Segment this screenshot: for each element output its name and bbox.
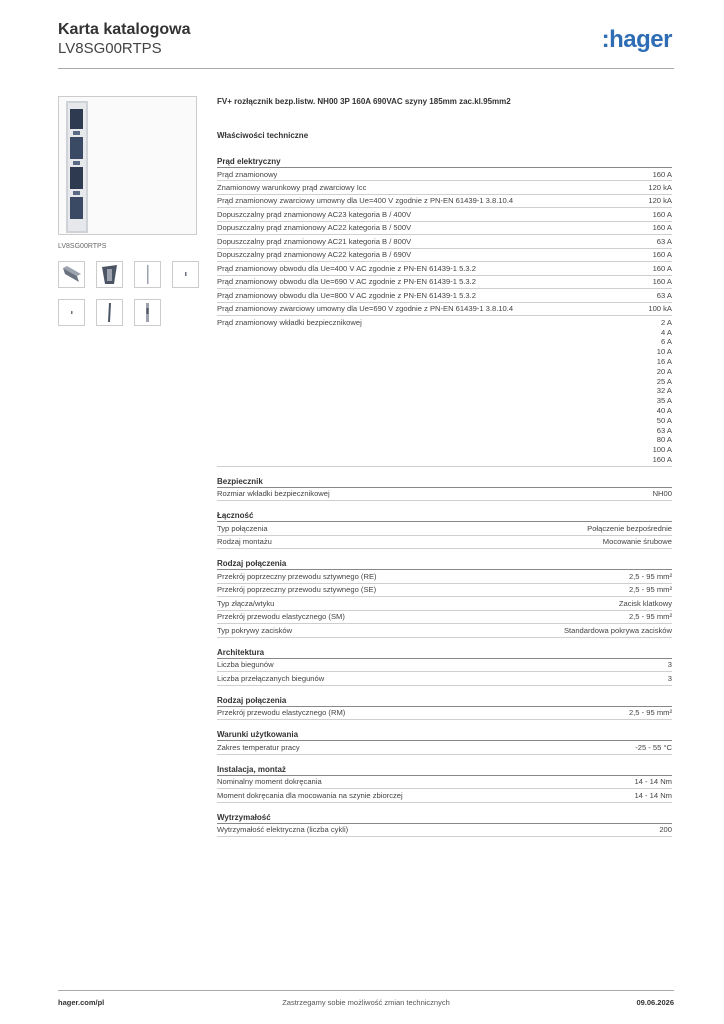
spec-row	[217, 249, 672, 262]
thumbnail-5[interactable]	[58, 299, 85, 326]
spec-value: 160 A	[652, 169, 672, 179]
spec-value: 100 kA	[648, 304, 672, 314]
spec-row	[217, 824, 672, 837]
spec-row	[217, 208, 672, 221]
group-title: Instalacja, montaż	[217, 764, 672, 776]
fuse-rating: 80 A	[656, 435, 672, 445]
spec-label: Typ połączenia	[217, 523, 268, 533]
spec-label: Nominalny moment dokręcania	[217, 777, 322, 787]
spec-value: 200	[659, 825, 672, 835]
spec-value: 160 A	[652, 223, 672, 233]
spec-row	[217, 776, 672, 789]
spec-value: 3	[667, 673, 672, 683]
spec-row	[217, 624, 672, 637]
fuse-ratings-list	[653, 318, 672, 465]
fuse-rating: 160 A	[652, 454, 672, 464]
spec-row	[217, 611, 672, 624]
product-image	[58, 96, 197, 235]
spec-value: Zacisk klatkowy	[618, 598, 672, 608]
spec-label: Prąd znamionowy	[217, 169, 278, 179]
spec-group-electric-current	[217, 156, 672, 467]
spec-label: Przekrój przewodu elastycznego (SM)	[217, 612, 345, 622]
group-title: Rodzaj połączenia	[217, 558, 672, 570]
spec-value: 160 A	[652, 263, 672, 273]
group-title: Warunki użytkowania	[217, 729, 672, 741]
thumbnail-3[interactable]	[134, 261, 161, 288]
spec-value: 160 A	[652, 209, 672, 219]
spec-group-operating-conditions	[217, 729, 672, 754]
spec-value: NH00	[652, 489, 672, 499]
spec-label: Prąd znamionowy obwodu dla Ue=400 V AC zgodnie z PN-EN 61439-1 5.3.2	[217, 263, 476, 273]
spec-value: -25 - 55 °C	[635, 742, 672, 752]
spec-label: Dopuszczalny prąd znamionowy AC22 kategoria B / 500V	[217, 223, 412, 233]
fuse-rating: 2 A	[661, 317, 672, 327]
spec-row	[217, 195, 672, 208]
footer-website-link[interactable]: hager.com/pl	[58, 998, 105, 1007]
spec-label: Prąd znamionowy wkładki bezpiecznikowej	[217, 317, 362, 327]
header	[58, 20, 190, 58]
spec-label: Rozmiar wkładki bezpiecznikowej	[217, 489, 330, 499]
spec-row	[217, 707, 672, 720]
footer-date: 09.06.2026	[636, 998, 674, 1007]
spec-row	[217, 659, 672, 672]
spec-value: 120 kA	[648, 196, 672, 206]
fuse-rating: 32 A	[656, 386, 672, 396]
spec-row	[217, 584, 672, 597]
spec-label: Znamionowy warunkowy prąd zwarciowy Icc	[217, 182, 367, 192]
product-back-icon	[135, 300, 160, 325]
fuse-rating: 10 A	[656, 347, 672, 357]
spec-group-connection-type	[217, 558, 672, 637]
spec-row	[217, 536, 672, 549]
spec-row	[217, 522, 672, 535]
spec-row	[217, 789, 672, 802]
fuse-rating: 35 A	[656, 396, 672, 406]
thumbnail-1[interactable]	[58, 261, 85, 288]
spec-value: Połączenie bezpośrednie	[587, 523, 672, 533]
header-divider	[58, 68, 674, 69]
fuse-rating: 25 A	[656, 376, 672, 386]
thumbnail-6[interactable]	[96, 299, 123, 326]
section-title: Właściwości techniczne	[217, 131, 309, 140]
spec-row	[217, 181, 672, 194]
spec-row	[217, 741, 672, 754]
spec-label: Prąd znamionowy zwarciowy umowny dla Ue=400 V zgodnie z PN-EN 61439-1 3.8.10.4	[217, 196, 514, 206]
spec-row	[217, 488, 672, 501]
product-side-icon	[135, 262, 160, 287]
spec-value: 120 kA	[648, 182, 672, 192]
spec-value: 14 - 14 Nm	[634, 790, 672, 800]
spec-row	[217, 597, 672, 610]
thumbnail-4[interactable]	[172, 261, 199, 288]
spec-value: 14 - 14 Nm	[634, 777, 672, 787]
spec-label: Moment dokręcania dla mocowania na szynie zbiorczej	[217, 790, 403, 800]
fuse-switch-icon	[59, 97, 196, 234]
spec-row-fuse-ratings	[217, 316, 672, 467]
product-code: LV8SG00RTPS	[58, 40, 162, 57]
spec-label: Prąd znamionowy zwarciowy umowny dla Ue=690 V zgodnie z PN-EN 61439-1 3.8.10.4	[217, 304, 514, 314]
spec-value: 2,5 - 95 mm²	[628, 612, 672, 622]
fuse-rating: 50 A	[656, 415, 672, 425]
document-title: Karta katalogowa	[58, 21, 191, 38]
spec-label: Liczba przełączanych biegunów	[217, 673, 325, 683]
spec-label: Dopuszczalny prąd znamionowy AC23 kategoria B / 400V	[217, 209, 412, 219]
fuse-rating: 100 A	[652, 445, 672, 455]
spec-row	[217, 235, 672, 248]
logo-text: hager	[609, 26, 672, 53]
spec-value: Mocowanie śrubowe	[602, 537, 672, 547]
footer	[58, 990, 674, 1010]
spec-label: Liczba biegunów	[217, 660, 274, 670]
product-bottom-icon	[59, 300, 84, 325]
spec-label: Rodzaj montażu	[217, 537, 272, 547]
spec-group-installation	[217, 764, 672, 803]
spec-label: Prąd znamionowy obwodu dla Ue=800 V AC zgodnie z PN-EN 61439-1 5.3.2	[217, 290, 476, 300]
spec-value: 160 A	[652, 250, 672, 260]
spec-label: Prąd znamionowy obwodu dla Ue=690 V AC zgodnie z PN-EN 61439-1 5.3.2	[217, 277, 476, 287]
spec-group-connection-type-2	[217, 695, 672, 720]
spec-label: Przekrój poprzeczny przewodu sztywnego (SE)	[217, 585, 377, 595]
product-profile-icon	[97, 300, 122, 325]
fuse-rating: 6 A	[661, 337, 672, 347]
spec-value: 160 A	[652, 277, 672, 287]
spec-row	[217, 672, 672, 685]
spec-label: Typ złącza/wtyku	[217, 598, 275, 608]
spec-value: 3	[667, 660, 672, 670]
thumbnail-2[interactable]	[96, 261, 123, 288]
footer-notice: Zastrzegamy sobie możliwość zmian technicznych	[282, 998, 450, 1007]
image-caption: LV8SG00RTPS	[58, 243, 107, 250]
product-description: FV+ rozłącznik bezp.listw. NH00 3P 160A 690VAC szyny 185mm zac.kl.95mm2	[217, 97, 511, 106]
product-angle-icon	[59, 262, 84, 287]
fuse-rating: 63 A	[656, 425, 672, 435]
spec-row	[217, 303, 672, 316]
spec-label: Zakres temperatur pracy	[217, 742, 300, 752]
spec-group-connectivity	[217, 510, 672, 549]
product-front-icon	[97, 262, 122, 287]
spec-group-durability	[217, 812, 672, 837]
group-title: Architektura	[217, 647, 672, 659]
spec-row	[217, 276, 672, 289]
spec-value: 2,5 - 95 mm²	[628, 571, 672, 581]
spec-label: Dopuszczalny prąd znamionowy AC22 kategoria B / 690V	[217, 250, 412, 260]
spec-label: Typ pokrywy zacisków	[217, 625, 293, 635]
group-title: Łączność	[217, 510, 672, 522]
spec-value: 63 A	[656, 236, 672, 246]
spec-row	[217, 262, 672, 275]
group-title: Bezpiecznik	[217, 476, 672, 488]
fuse-rating: 4 A	[661, 327, 672, 337]
spec-label: Wytrzymałość elektryczna (liczba cykli)	[217, 825, 349, 835]
thumbnail-7[interactable]	[134, 299, 161, 326]
spec-value: 2,5 - 95 mm²	[628, 708, 672, 718]
spec-group-fuse	[217, 476, 672, 501]
spec-group-architecture	[217, 647, 672, 686]
group-title: Prąd elektryczny	[217, 156, 672, 168]
product-top-icon	[173, 262, 198, 287]
spec-label: Dopuszczalny prąd znamionowy AC21 kategoria B / 800V	[217, 236, 412, 246]
fuse-rating: 16 A	[656, 357, 672, 367]
spec-label: Przekrój poprzeczny przewodu sztywnego (RE)	[217, 571, 377, 581]
spec-value: Standardowa pokrywa zacisków	[563, 625, 672, 635]
spec-label: Przekrój przewodu elastycznego (RM)	[217, 708, 346, 718]
spec-row	[217, 570, 672, 583]
hager-logo: :hager	[601, 26, 672, 53]
spec-row	[217, 222, 672, 235]
spec-table	[217, 156, 672, 846]
group-title: Rodzaj połączenia	[217, 695, 672, 707]
spec-row	[217, 168, 672, 181]
fuse-rating: 20 A	[656, 366, 672, 376]
spec-row	[217, 289, 672, 302]
fuse-rating: 40 A	[656, 406, 672, 415]
spec-value: 63 A	[656, 290, 672, 300]
spec-value: 2,5 - 95 mm²	[628, 585, 672, 595]
group-title: Wytrzymałość	[217, 812, 672, 824]
